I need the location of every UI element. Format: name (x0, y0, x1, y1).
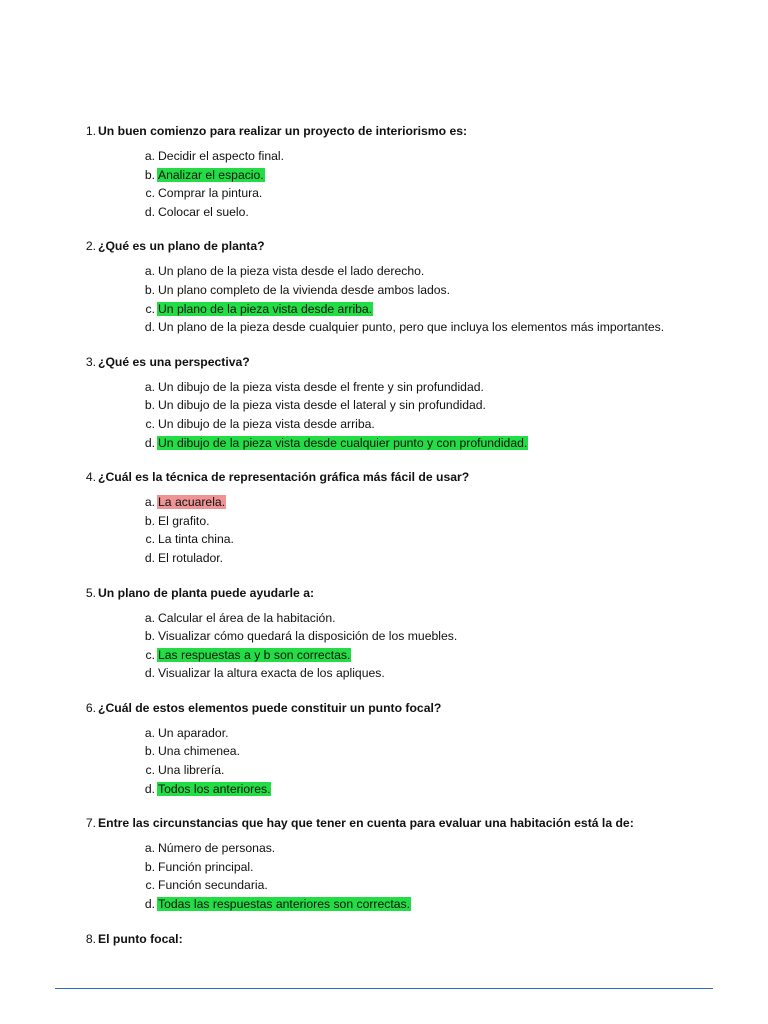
option-letter: b. (144, 859, 155, 874)
option-text: Una librería. (158, 763, 225, 778)
answer-option (0, 858, 768, 877)
answer-options (0, 609, 768, 683)
option-text: Visualizar cómo quedará la disposición de los muebles. (158, 629, 458, 644)
question-block (0, 468, 768, 567)
question-number: 4. (85, 470, 96, 485)
answer-option (0, 627, 768, 646)
answer-option (0, 203, 768, 222)
question-text: ¿Cuál es la técnica de representación gráfica más fácil de usar? (98, 470, 470, 485)
answer-option (0, 895, 768, 914)
question-heading (0, 814, 768, 832)
option-letter: c. (145, 301, 155, 316)
option-letter: d. (144, 781, 155, 796)
question-block (0, 353, 768, 452)
option-text: Una chimenea. (158, 744, 240, 759)
option-text: El grafito. (158, 513, 210, 528)
answer-option (0, 512, 768, 531)
option-text: La tinta china. (158, 532, 234, 547)
question-block (0, 930, 768, 948)
question-text: El punto focal: (98, 931, 183, 946)
answer-option (0, 646, 768, 665)
question-heading (0, 353, 768, 371)
question-block (0, 122, 768, 221)
option-text: Un plano de la pieza desde cualquier punto, pero que incluya los elementos más importantes. (158, 320, 665, 335)
answer-option (0, 780, 768, 799)
question-number: 8. (85, 931, 96, 946)
answer-option (0, 184, 768, 203)
option-letter: c. (145, 878, 155, 893)
question-block (0, 584, 768, 683)
question-number: 3. (85, 354, 96, 369)
answer-option (0, 318, 768, 337)
option-text: Un dibujo de la pieza vista desde el frente y sin profundidad. (158, 379, 484, 394)
option-text: Colocar el suelo. (158, 204, 249, 219)
correct-answer-text: Un dibujo de la pieza vista desde cualquier punto y con profundidad. (158, 435, 528, 450)
option-letter: b. (144, 513, 155, 528)
question-block (0, 814, 768, 913)
answer-option (0, 396, 768, 415)
answer-options (0, 493, 768, 567)
question-heading (0, 584, 768, 602)
option-letter: b. (144, 282, 155, 297)
option-letter: a. (144, 495, 155, 510)
option-text: Un dibujo de la pieza vista desde arriba. (158, 416, 375, 431)
option-text: Calcular el área de la habitación. (158, 610, 336, 625)
option-text: Función secundaria. (158, 878, 268, 893)
option-letter: d. (144, 666, 155, 681)
answer-options (0, 147, 768, 221)
question-heading (0, 122, 768, 140)
option-text: Comprar la pintura. (158, 186, 263, 201)
answer-option (0, 166, 768, 185)
answer-option (0, 434, 768, 453)
answer-option (0, 530, 768, 549)
option-letter: c. (145, 532, 155, 547)
option-text: Un dibujo de la pieza vista desde el lateral y sin profundidad. (158, 398, 486, 413)
correct-answer-text: Analizar el espacio. (158, 167, 264, 182)
answer-option (0, 876, 768, 895)
answer-option (0, 147, 768, 166)
option-letter: b. (144, 398, 155, 413)
option-letter: b. (144, 629, 155, 644)
question-heading (0, 237, 768, 255)
answer-option (0, 549, 768, 568)
option-letter: c. (145, 186, 155, 201)
correct-answer-text: Todos los anteriores. (158, 781, 271, 796)
option-letter: c. (145, 416, 155, 431)
option-letter: d. (144, 897, 155, 912)
question-text: Un plano de planta puede ayudarle a: (98, 585, 315, 600)
question-heading (0, 930, 768, 948)
option-text: El rotulador. (158, 550, 224, 565)
option-letter: d. (144, 550, 155, 565)
question-number: 5. (85, 585, 96, 600)
question-heading (0, 468, 768, 486)
correct-answer-text: Todas las respuestas anteriores son correctas. (158, 897, 410, 912)
question-heading (0, 699, 768, 717)
option-letter: a. (144, 379, 155, 394)
question-number: 2. (85, 239, 96, 254)
question-number: 1. (85, 124, 96, 138)
answer-option (0, 664, 768, 683)
question-block (0, 237, 768, 336)
option-letter: a. (144, 149, 155, 163)
answer-option (0, 300, 768, 319)
answer-option (0, 609, 768, 628)
answer-option (0, 281, 768, 300)
answer-option (0, 378, 768, 397)
option-letter: a. (144, 610, 155, 625)
option-text: Número de personas. (158, 841, 276, 856)
question-text: Entre las circunstancias que hay que tener en cuenta para evaluar una habitación está la de: (98, 816, 634, 831)
option-letter: b. (144, 167, 155, 182)
option-letter: d. (144, 435, 155, 450)
answer-option (0, 493, 768, 512)
option-letter: c. (145, 763, 155, 778)
question-text: ¿Qué es una perspectiva? (98, 354, 250, 369)
question-block (0, 699, 768, 798)
question-text: ¿Qué es un plano de planta? (98, 239, 265, 254)
option-text: Un aparador. (158, 725, 229, 740)
question-number: 6. (85, 700, 96, 715)
option-letter: a. (144, 264, 155, 279)
footer-divider (55, 988, 713, 989)
option-letter: c. (145, 647, 155, 662)
question-text: Un buen comienzo para realizar un proyecto de interiorismo es: (98, 124, 468, 138)
quiz-question-list (0, 122, 768, 964)
answer-option (0, 415, 768, 434)
answer-option (0, 724, 768, 743)
question-number: 7. (85, 816, 96, 831)
correct-answer-text: Un plano de la pieza vista desde arriba. (158, 301, 373, 316)
option-text: Un plano de la pieza vista desde el lado derecho. (158, 264, 425, 279)
option-text: Un plano completo de la vivienda desde ambos lados. (158, 282, 451, 297)
answer-option (0, 742, 768, 761)
answer-options (0, 724, 768, 798)
answer-option (0, 761, 768, 780)
option-letter: a. (144, 841, 155, 856)
incorrect-answer-text: La acuarela. (158, 495, 226, 510)
answer-options (0, 262, 768, 336)
option-text: Función principal. (158, 859, 254, 874)
question-text: ¿Cuál de estos elementos puede constituir un punto focal? (98, 700, 442, 715)
answer-options (0, 839, 768, 913)
option-text: Decidir el aspecto final. (158, 149, 284, 163)
option-letter: d. (144, 320, 155, 335)
correct-answer-text: Las respuestas a y b son correctas. (158, 647, 351, 662)
answer-option (0, 839, 768, 858)
option-text: Visualizar la altura exacta de los apliques. (158, 666, 385, 681)
option-letter: a. (144, 725, 155, 740)
answer-option (0, 262, 768, 281)
option-letter: b. (144, 744, 155, 759)
option-letter: d. (144, 204, 155, 219)
answer-options (0, 378, 768, 452)
